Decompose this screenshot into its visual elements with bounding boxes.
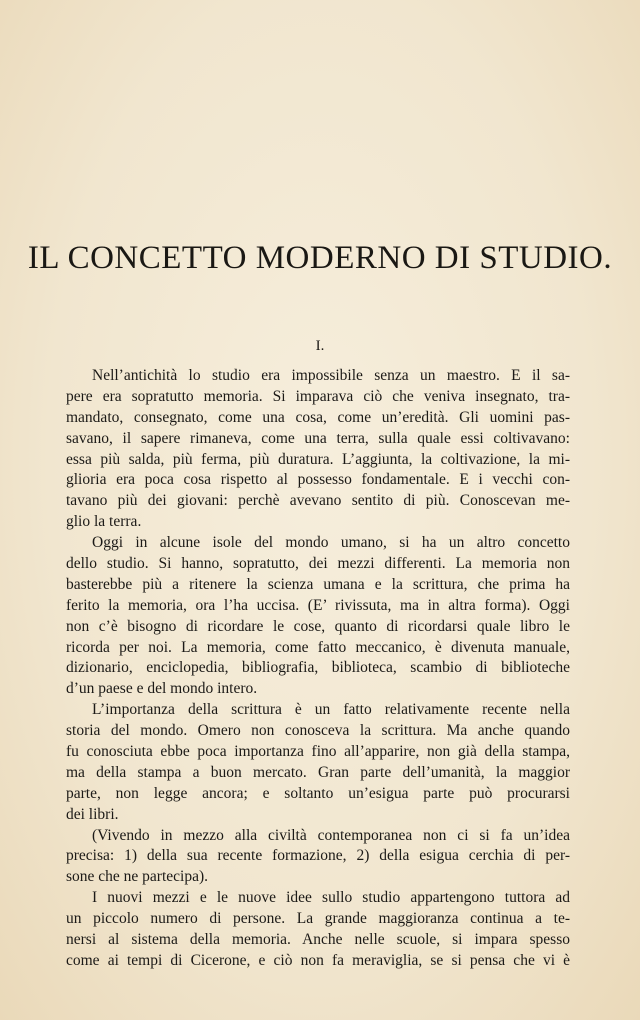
paragraph — [66, 700, 570, 825]
text-line: nersi al sistema della memoria. Anche nelle scuole, si impara spesso — [66, 931, 570, 949]
text-line: dizionario, enciclopedia, bibliografia, biblioteca, scambio di biblioteche — [66, 659, 570, 677]
text-line: basterebbe più a ritenere la scienza umana e la scrittura, che prima ha — [66, 575, 570, 593]
text-line: Nell’antichità lo studio era impossibile senza un maestro. E il sa- — [92, 367, 570, 384]
text-line: I nuovi mezzi e le nuove idee sullo studio appartengono tuttora ad — [92, 889, 570, 907]
text-line: sone che ne partecipa). — [66, 868, 209, 886]
text-line: L’importanza della scrittura è un fatto relativamente recente nella — [92, 701, 570, 719]
text-line: Oggi in alcune isole del mondo umano, si ha un altro concetto — [92, 534, 570, 552]
paragraph — [66, 533, 570, 700]
paragraph — [66, 366, 570, 533]
paragraph — [66, 888, 570, 972]
paragraph — [66, 826, 570, 889]
text-line: storia del mondo. Omero non conosceva la scrittura. Ma anche quando — [66, 722, 570, 740]
text-line: glio la terra. — [66, 513, 142, 531]
text-line: un piccolo numero di persone. La grande maggioranza continua a te- — [66, 910, 570, 928]
text-line: non c’è bisogno di ricordare le cose, quanto di ricordarsi quale libro le — [66, 617, 570, 635]
text-line: dello studio. Si hanno, sopratutto, dei mezzi differenti. La memoria non — [66, 555, 570, 573]
text-line: pere era sopratutto memoria. Si imparava ciò che veniva insegnato, tra- — [66, 387, 570, 405]
text-line: ma della stampa a buon mercato. Gran parte dell’umanità, la maggior — [66, 763, 570, 781]
text-line: tavano più dei giovani: perchè avevano sentito di più. Conoscevan me- — [66, 492, 570, 510]
text-line: dei libri. — [66, 805, 119, 823]
body-text — [66, 366, 570, 972]
text-line: glioria era poca cosa rispetto al possesso fondamentale. E i vecchi con- — [66, 471, 570, 489]
text-line: savano, il sapere rimaneva, come una terra, sulla quale essi coltivavano: — [66, 429, 570, 447]
text-line: d’un paese e del mondo intero. — [66, 680, 258, 698]
chapter-title: IL CONCETTO MODERNO DI STUDIO. — [27, 240, 613, 276]
text-line: fu conosciuta ebbe poca importanza fino all’apparire, non già della stampa, — [66, 743, 570, 761]
section-number: I. — [315, 338, 325, 354]
text-line: come ai tempi di Cicerone, e ciò non fa meraviglia, se si pensa che vi è — [66, 951, 570, 969]
text-line: ricorda per noi. La memoria, come fatto meccanico, è divenuta manuale, — [66, 638, 570, 656]
text-line: parte, non legge ancora; e soltanto un’esigua parte può procurarsi — [66, 784, 570, 802]
text-line: precisa: 1) della sua recente formazione, 2) della esigua cerchia di per- — [66, 847, 570, 865]
text-line: (Vivendo in mezzo alla civiltà contemporanea non ci si fa un’idea — [92, 826, 570, 844]
text-line: essa più salda, più ferma, più duratura. L’aggiunta, la coltivazione, la mi- — [66, 450, 570, 468]
text-line: ferito la memoria, ora l’ha uccisa. (E’ rivissuta, ma in altra forma). Oggi — [66, 596, 570, 614]
text-line: mandato, consegnato, come una cosa, come un’eredità. Gli uomini pas- — [66, 408, 570, 426]
